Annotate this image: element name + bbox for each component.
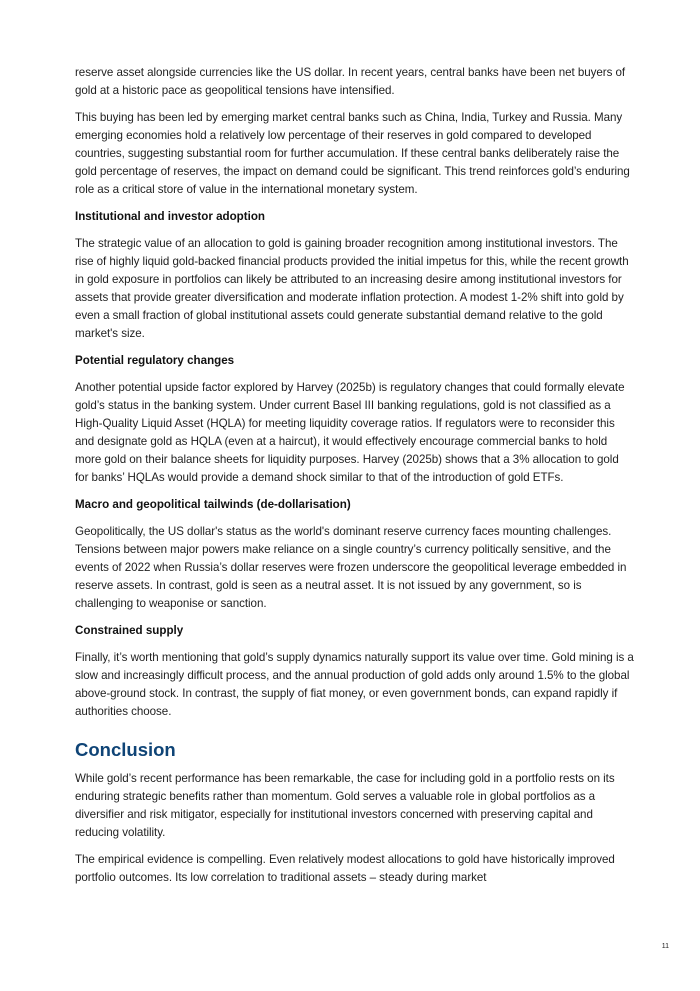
intro-paragraph-2: This buying has been led by emerging market central banks such as China, India, Turkey and Russia. Many emerging economies hold a relatively low percentage of their reserves in gold compared to developed countries, suggesting substantial room for further accumulation. If these central banks deliberately raise the gold percentage of reserves, the impact on demand could be significant. This trend reinforces gold’s enduring role as a critical store of value in the international monetary system. [75,111,630,196]
document-page [75,64,635,896]
page-number: 11 [661,943,669,950]
subheading-institutional-adoption: Institutional and investor adoption [75,210,266,223]
conclusion-paragraph-1: While gold’s recent performance has been remarkable, the case for including gold in a portfolio rests on its enduring strategic benefits rather than momentum. Gold serves a valuable role in global portfolios as a diversifier and risk mitigator, especially for institutional investors concerned with preserving capital and reducing volatility. [75,772,615,839]
macro-geopolitical-paragraph: Geopolitically, the US dollar's status as the world's dominant reserve currency faces mounting challenges. Tensions between major powers make reliance on a single country’s currency politically sensitive, and the events of 2022 when Russia’s dollar reserves were frozen underscore the geopolitical leverage embedded in reserve assets. In contrast, gold is seen as a neutral asset. It is not issued by any government, so is challenging to weaponise or sanction. [75,525,627,610]
subheading-regulatory-changes: Potential regulatory changes [75,354,235,367]
subheading-macro-geopolitical: Macro and geopolitical tailwinds (de-dollarisation) [75,498,351,511]
conclusion-heading: Conclusion [75,739,176,760]
institutional-adoption-paragraph: The strategic value of an allocation to gold is gaining broader recognition among institutional investors. The rise of highly liquid gold-backed financial products provided the initial impetus for this, while the recent growth in gold exposure in portfolios can likely be attributed to an increasing desire among institutional investors for assets that provide greater diversification and moderate inflation protection. A modest 1-2% shift into gold by even a small fraction of global institutional assets could generate substantial demand relative to the gold market's size. [75,237,629,340]
subheading-constrained-supply: Constrained supply [75,624,184,637]
intro-paragraph-1: reserve asset alongside currencies like the US dollar. In recent years, central banks have been net buyers of gold at a historic pace as geopolitical tensions have intensified. [75,66,626,97]
constrained-supply-paragraph: Finally, it’s worth mentioning that gold’s supply dynamics naturally support its value over time. Gold mining is a slow and increasingly difficult process, and the annual production of gold adds only around 1.5% to the global above-ground stock. In contrast, the supply of fiat money, or even government bonds, can expand rapidly if authorities choose. [75,651,634,718]
regulatory-changes-paragraph: Another potential upside factor explored by Harvey (2025b) is regulatory changes that could formally elevate gold’s status in the banking system. Under current Basel III banking regulations, gold is not classified as a High-Quality Liquid Asset (HQLA) for meeting liquidity coverage ratios. If regulators were to reconsider this and designate gold as HQLA (even at a haircut), it would effectively encourage commercial banks to hold more gold on their balance sheets for liquidity purposes. Harvey (2025b) shows that a 3% allocation to gold for banks’ HQLAs would provide a demand shock similar to that of the introduction of gold ETFs. [75,381,625,484]
conclusion-paragraph-2: The empirical evidence is compelling. Even relatively modest allocations to gold have historically improved portfolio outcomes. Its low correlation to traditional assets – steady during market [75,853,615,884]
